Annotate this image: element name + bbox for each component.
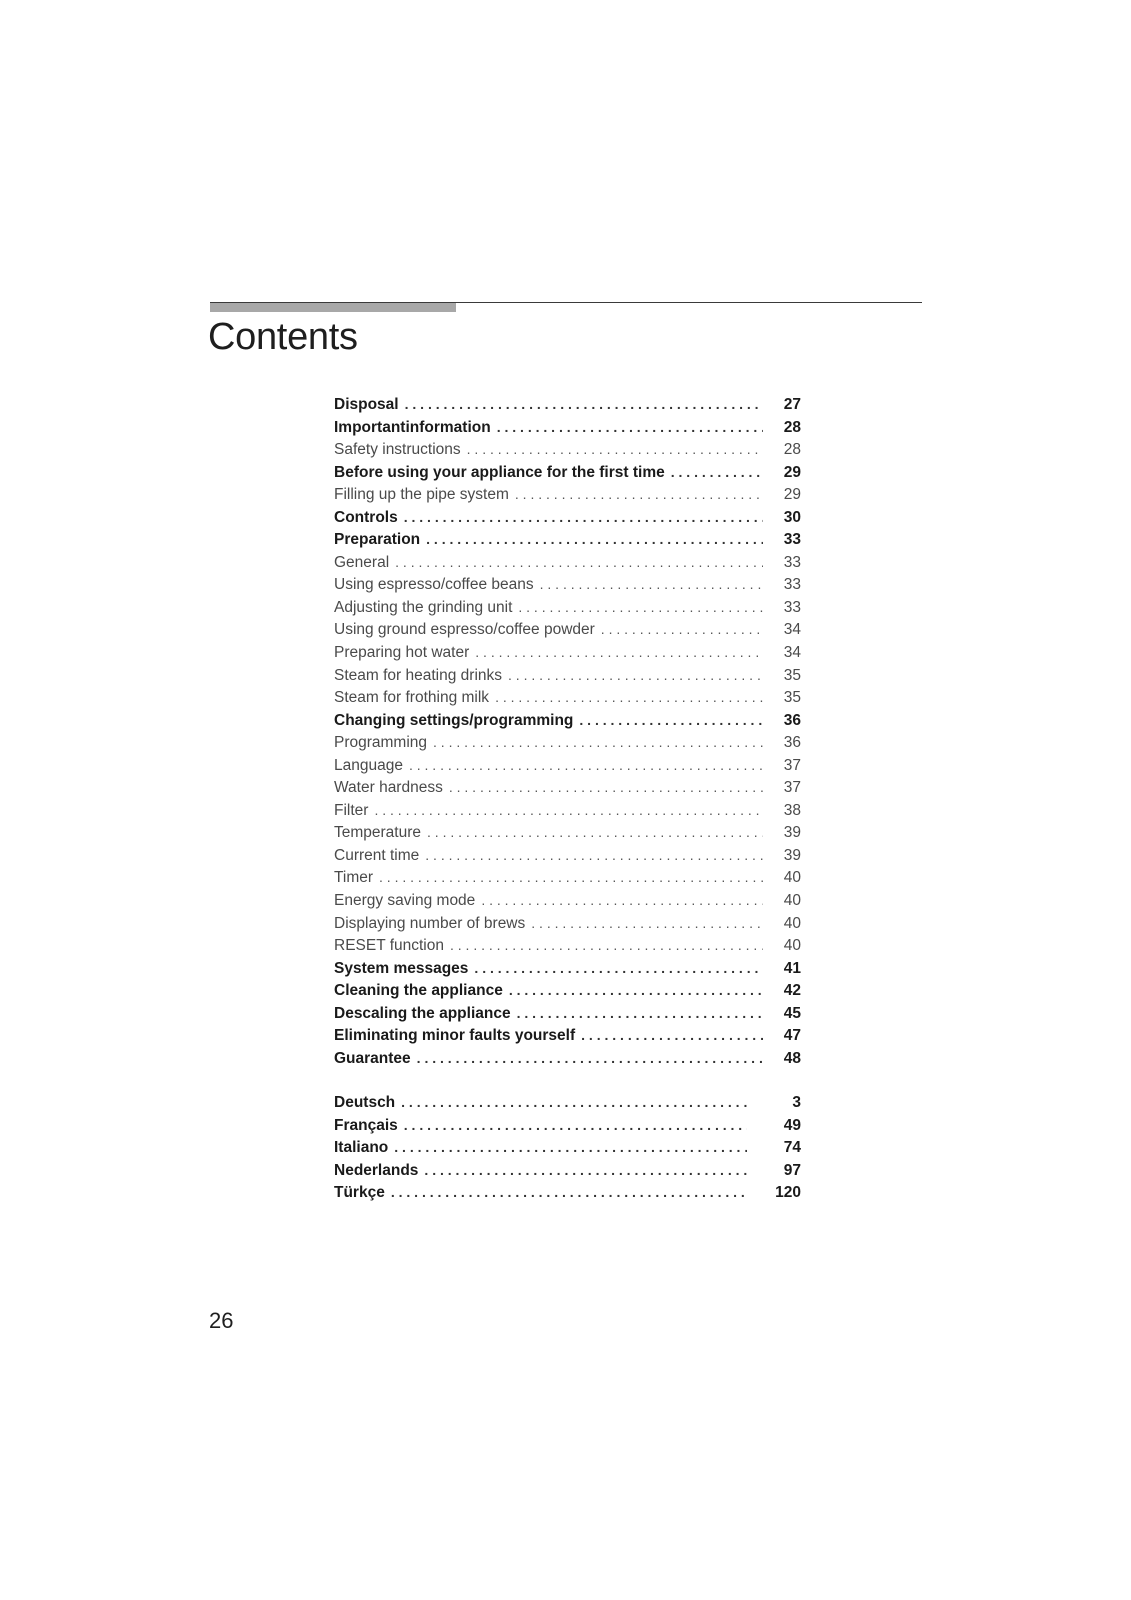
dot-leader [426,528,763,551]
toc-entry-page: 42 [783,982,801,1000]
toc-entry [334,596,801,619]
dot-leader [509,979,763,1002]
dot-leader [433,731,763,754]
language-entry [334,1159,801,1182]
toc-entry-page: 40 [783,914,801,932]
toc-entry-label: Deutsch [334,1094,396,1111]
toc-entry-label: Water hardness [334,779,443,797]
toc-entry-label: Descaling the appliance [334,1004,511,1022]
dot-leader [531,912,763,935]
toc-entry-label: Français [334,1116,398,1134]
toc-entry-label: Using ground espresso/coffee powder [334,621,595,639]
dot-leader [450,934,763,957]
toc-entry-label: Cleaning the appliance [334,982,503,1000]
toc-entry [334,686,801,709]
toc-entry [334,618,801,641]
toc-entry-page: 34 [783,621,801,639]
toc-entry [334,551,801,574]
dot-leader [481,889,763,912]
toc-entry-page: 33 [783,531,801,549]
dot-leader [379,866,763,889]
toc-entry-page: 3 [792,1094,801,1111]
toc-entry-page: 40 [783,937,801,955]
toc-entry-label: Temperature [334,824,422,842]
toc-entry-page: 120 [775,1184,801,1202]
dot-leader [391,1181,747,1204]
dot-leader [427,821,763,844]
toc-entry-page: 39 [783,824,801,842]
dot-leader [374,799,763,822]
dot-leader [401,1091,747,1114]
toc-entry-page: 45 [783,1004,801,1022]
table-of-contents [334,393,801,1069]
toc-entry-page: 49 [783,1116,801,1134]
toc-entry-page: 29 [783,463,801,481]
toc-entry-page: 34 [783,644,801,662]
toc-entry [334,821,801,844]
toc-entry [334,1024,801,1047]
toc-entry [334,979,801,1002]
toc-entry-page: 33 [783,553,801,571]
toc-entry-page: 30 [783,508,801,526]
dot-leader [449,776,763,799]
toc-entry-page: 27 [783,396,801,413]
toc-entry-label: Current time [334,846,420,864]
toc-entry-label: Filter [334,801,369,819]
dot-leader [671,461,763,484]
toc-entry-page: 37 [783,779,801,797]
toc-entry [334,393,801,416]
toc-entry-label: Preparation [334,531,421,549]
toc-entry-label: Disposal [334,396,399,413]
toc-entry [334,799,801,822]
dot-leader [394,1136,747,1159]
dot-leader [395,551,763,574]
dot-leader [517,1002,763,1025]
toc-entry-label: Importantinformation [334,418,491,436]
toc-entry [334,934,801,957]
toc-entry-page: 35 [783,666,801,684]
toc-entry-page: 41 [783,959,801,977]
toc-entry [334,528,801,551]
dot-leader [424,1159,747,1182]
toc-entry-label: Guarantee [334,1049,411,1067]
toc-entry-label: General [334,553,390,571]
dot-leader [515,483,763,506]
toc-entry-label: Nederlands [334,1161,419,1179]
dot-leader [404,1114,747,1137]
toc-entry-label: Before using your appliance for the first time [334,463,665,481]
dot-leader [601,618,763,641]
dot-leader [508,664,763,687]
dot-leader [467,438,763,461]
language-index [334,1091,801,1204]
toc-entry-label: Italiano [334,1139,389,1157]
header-rule-thin [210,302,922,303]
language-entry [334,1136,801,1159]
toc-entry-page: 35 [783,689,801,707]
language-entry [334,1181,801,1204]
toc-entry [334,709,801,732]
toc-entry-page: 37 [783,756,801,774]
toc-entry-page: 28 [783,418,801,436]
dot-leader [405,393,763,416]
toc-entry [334,866,801,889]
dot-leader [581,1024,763,1047]
dot-leader [475,641,763,664]
toc-entry [334,438,801,461]
toc-entry-page: 40 [783,869,801,887]
toc-entry [334,1002,801,1025]
dot-leader [404,506,763,529]
toc-entry-page: 40 [783,892,801,910]
toc-entry-page: 74 [783,1139,801,1157]
dot-leader [579,709,763,732]
toc-entry-label: Safety instructions [334,441,461,459]
page-title: Contents [208,316,358,358]
toc-entry-label: Steam for frothing milk [334,689,490,707]
dot-leader [417,1047,763,1070]
toc-entry [334,641,801,664]
toc-entry [334,1047,801,1070]
toc-entry-label: Adjusting the grinding unit [334,598,513,616]
toc-entry-label: Language [334,756,403,774]
toc-entry-label: Changing settings/programming [334,711,574,729]
toc-entry-page: 36 [783,734,801,752]
toc-entry-label: Steam for heating drinks [334,666,503,684]
toc-entry-label: Türkçe [334,1184,385,1202]
dot-leader [409,754,763,777]
toc-entry-page: 33 [783,576,801,594]
toc-entry-label: Displaying number of brews [334,914,526,932]
toc-entry [334,776,801,799]
page-number: 26 [209,1308,234,1333]
toc-entry-page: 47 [783,1027,801,1045]
toc-entry [334,664,801,687]
dot-leader [518,596,763,619]
toc-entry-label: Filling up the pipe system [334,486,509,504]
toc-entry-label: System messages [334,959,469,977]
toc-entry-page: 38 [783,801,801,819]
toc-entry-label: Energy saving mode [334,892,476,910]
dot-leader [425,844,763,867]
language-entry [334,1114,801,1137]
toc-entry [334,844,801,867]
toc-entry-page: 97 [783,1161,801,1179]
header-rule [210,302,922,312]
dot-leader [497,416,763,439]
toc-entry-page: 29 [783,486,801,504]
toc-entry [334,573,801,596]
toc-entry [334,957,801,980]
toc-entry-label: RESET function [334,937,444,955]
toc-entry [334,483,801,506]
toc-entry-label: Using espresso/coffee beans [334,576,534,594]
toc-entry [334,731,801,754]
toc-entry-label: Timer [334,869,374,887]
toc-entry-page: 39 [783,846,801,864]
toc-entry-page: 28 [783,441,801,459]
header-rule-thick [210,302,456,312]
dot-leader [495,686,763,709]
language-entry [334,1091,801,1114]
toc-entry [334,889,801,912]
toc-entry-page: 36 [783,711,801,729]
toc-entry [334,506,801,529]
toc-entry-label: Programming [334,734,428,752]
toc-entry-label: Preparing hot water [334,644,470,662]
toc-entry-label: Controls [334,508,398,526]
toc-entry [334,461,801,484]
toc-entry [334,754,801,777]
toc-entry-page: 48 [783,1049,801,1067]
toc-entry-label: Eliminating minor faults yourself [334,1027,576,1045]
toc-entry [334,912,801,935]
dot-leader [474,957,763,980]
toc-entry-page: 33 [783,598,801,616]
toc-entry [334,416,801,439]
dot-leader [540,573,763,596]
